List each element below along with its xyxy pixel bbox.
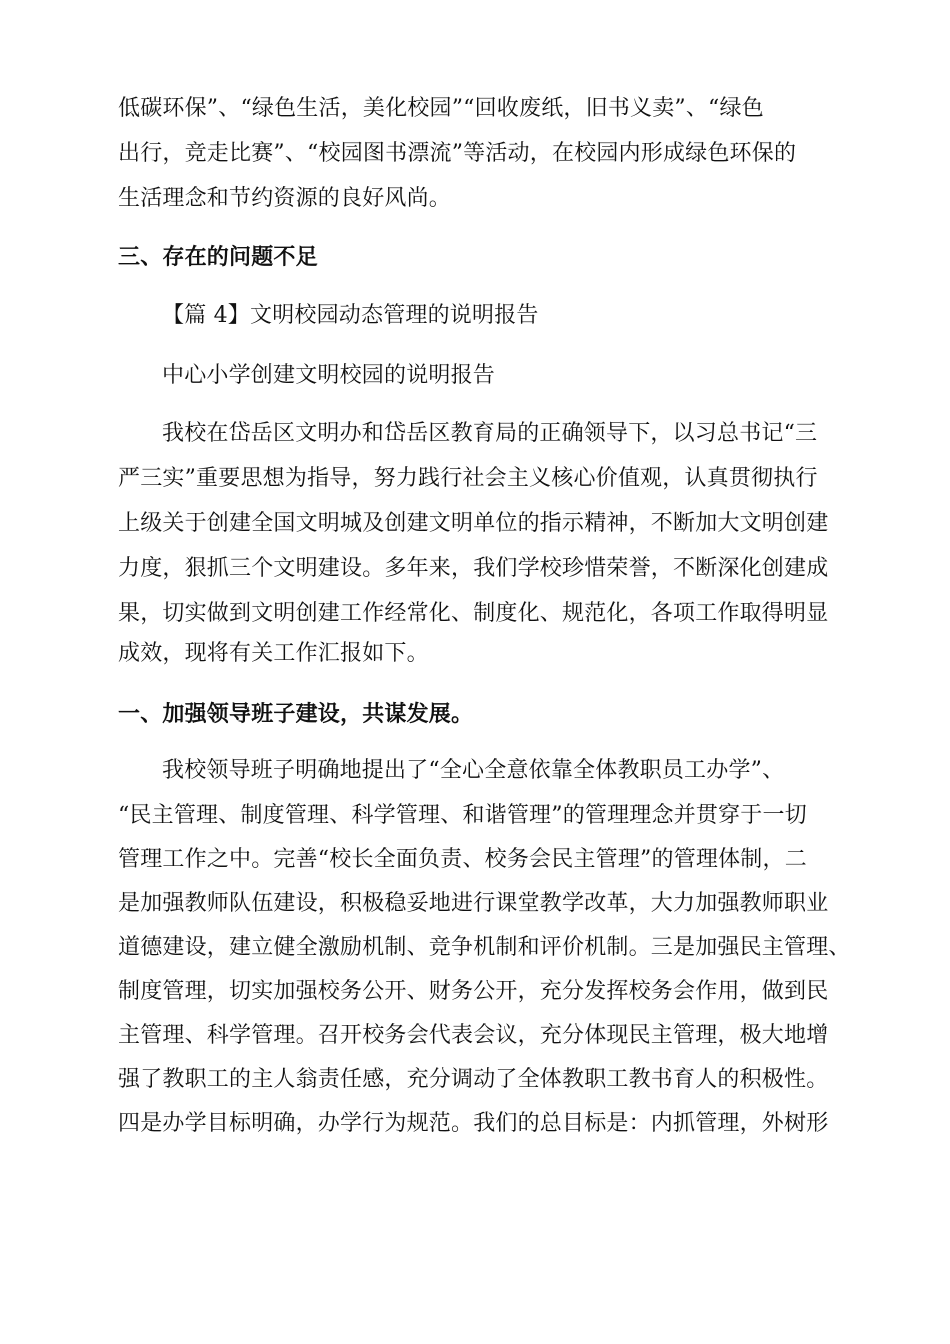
text-line: 生活理念和节约资源的良好风尚。 xyxy=(118,186,452,211)
text-line: 出行，竞走比赛”、“校园图书漂流”等活动，在校园内形成绿色环保的 xyxy=(118,141,797,166)
article-title: 【篇 4】文明校园动态管理的说明报告 xyxy=(162,303,539,328)
text-line: “民主管理、制度管理、科学管理、和谐管理”的管理理念并贯穿于一切 xyxy=(118,803,807,828)
text-line: 力度，狠抓三个文明建设。多年来，我们学校珍惜荣誉，不断深化创建成 xyxy=(118,556,829,581)
text-line: 果，切实做到文明创建工作经常化、制度化、规范化，各项工作取得明显 xyxy=(118,601,829,626)
text-line: 主管理、科学管理。召开校务会代表会议，充分体现民主管理，极大地增 xyxy=(118,1023,829,1048)
text-line: 制度管理，切实加强校务公开、财务公开，充分发挥校务会作用，做到民 xyxy=(118,979,829,1004)
section-heading: 一、加强领导班子建设，共谋发展。 xyxy=(118,701,474,727)
text-line: 道德建设，建立健全激励机制、竞争机制和评价机制。三是加强民主管理、 xyxy=(118,935,851,960)
text-line: 成效，现将有关工作汇报如下。 xyxy=(118,641,429,666)
report-title: 中心小学创建文明校园的说明报告 xyxy=(162,363,496,388)
text-line: 上级关于创建全国文明城及创建文明单位的指示精神，不断加大文明创建 xyxy=(118,511,829,536)
text-line: 强了教职工的主人翁责任感，充分调动了全体教职工教书育人的积极性。 xyxy=(118,1067,829,1092)
text-line: 四是办学目标明确，办学行为规范。我们的总目标是：内抓管理，外树形 xyxy=(118,1111,829,1136)
text-line: 是加强教师队伍建设，积极稳妥地进行课堂教学改革，大力加强教师职业 xyxy=(118,891,829,916)
text-line: 管理工作之中。完善“校长全面负责、校务会民主管理”的管理体制，二 xyxy=(118,847,807,872)
section-heading: 三、存在的问题不足 xyxy=(118,244,318,270)
text-line: 我校在岱岳区文明办和岱岳区教育局的正确领导下，以习总书记“三 xyxy=(162,421,818,446)
text-line: 我校领导班子明确地提出了“全心全意依靠全体教职员工办学”、 xyxy=(162,758,785,783)
text-line: 低碳环保”、“绿色生活，美化校园”“回收废纸，旧书义卖”、“绿色 xyxy=(118,96,764,121)
text-line: 严三实”重要思想为指导，努力践行社会主义核心价值观，认真贯彻执行 xyxy=(118,466,818,491)
